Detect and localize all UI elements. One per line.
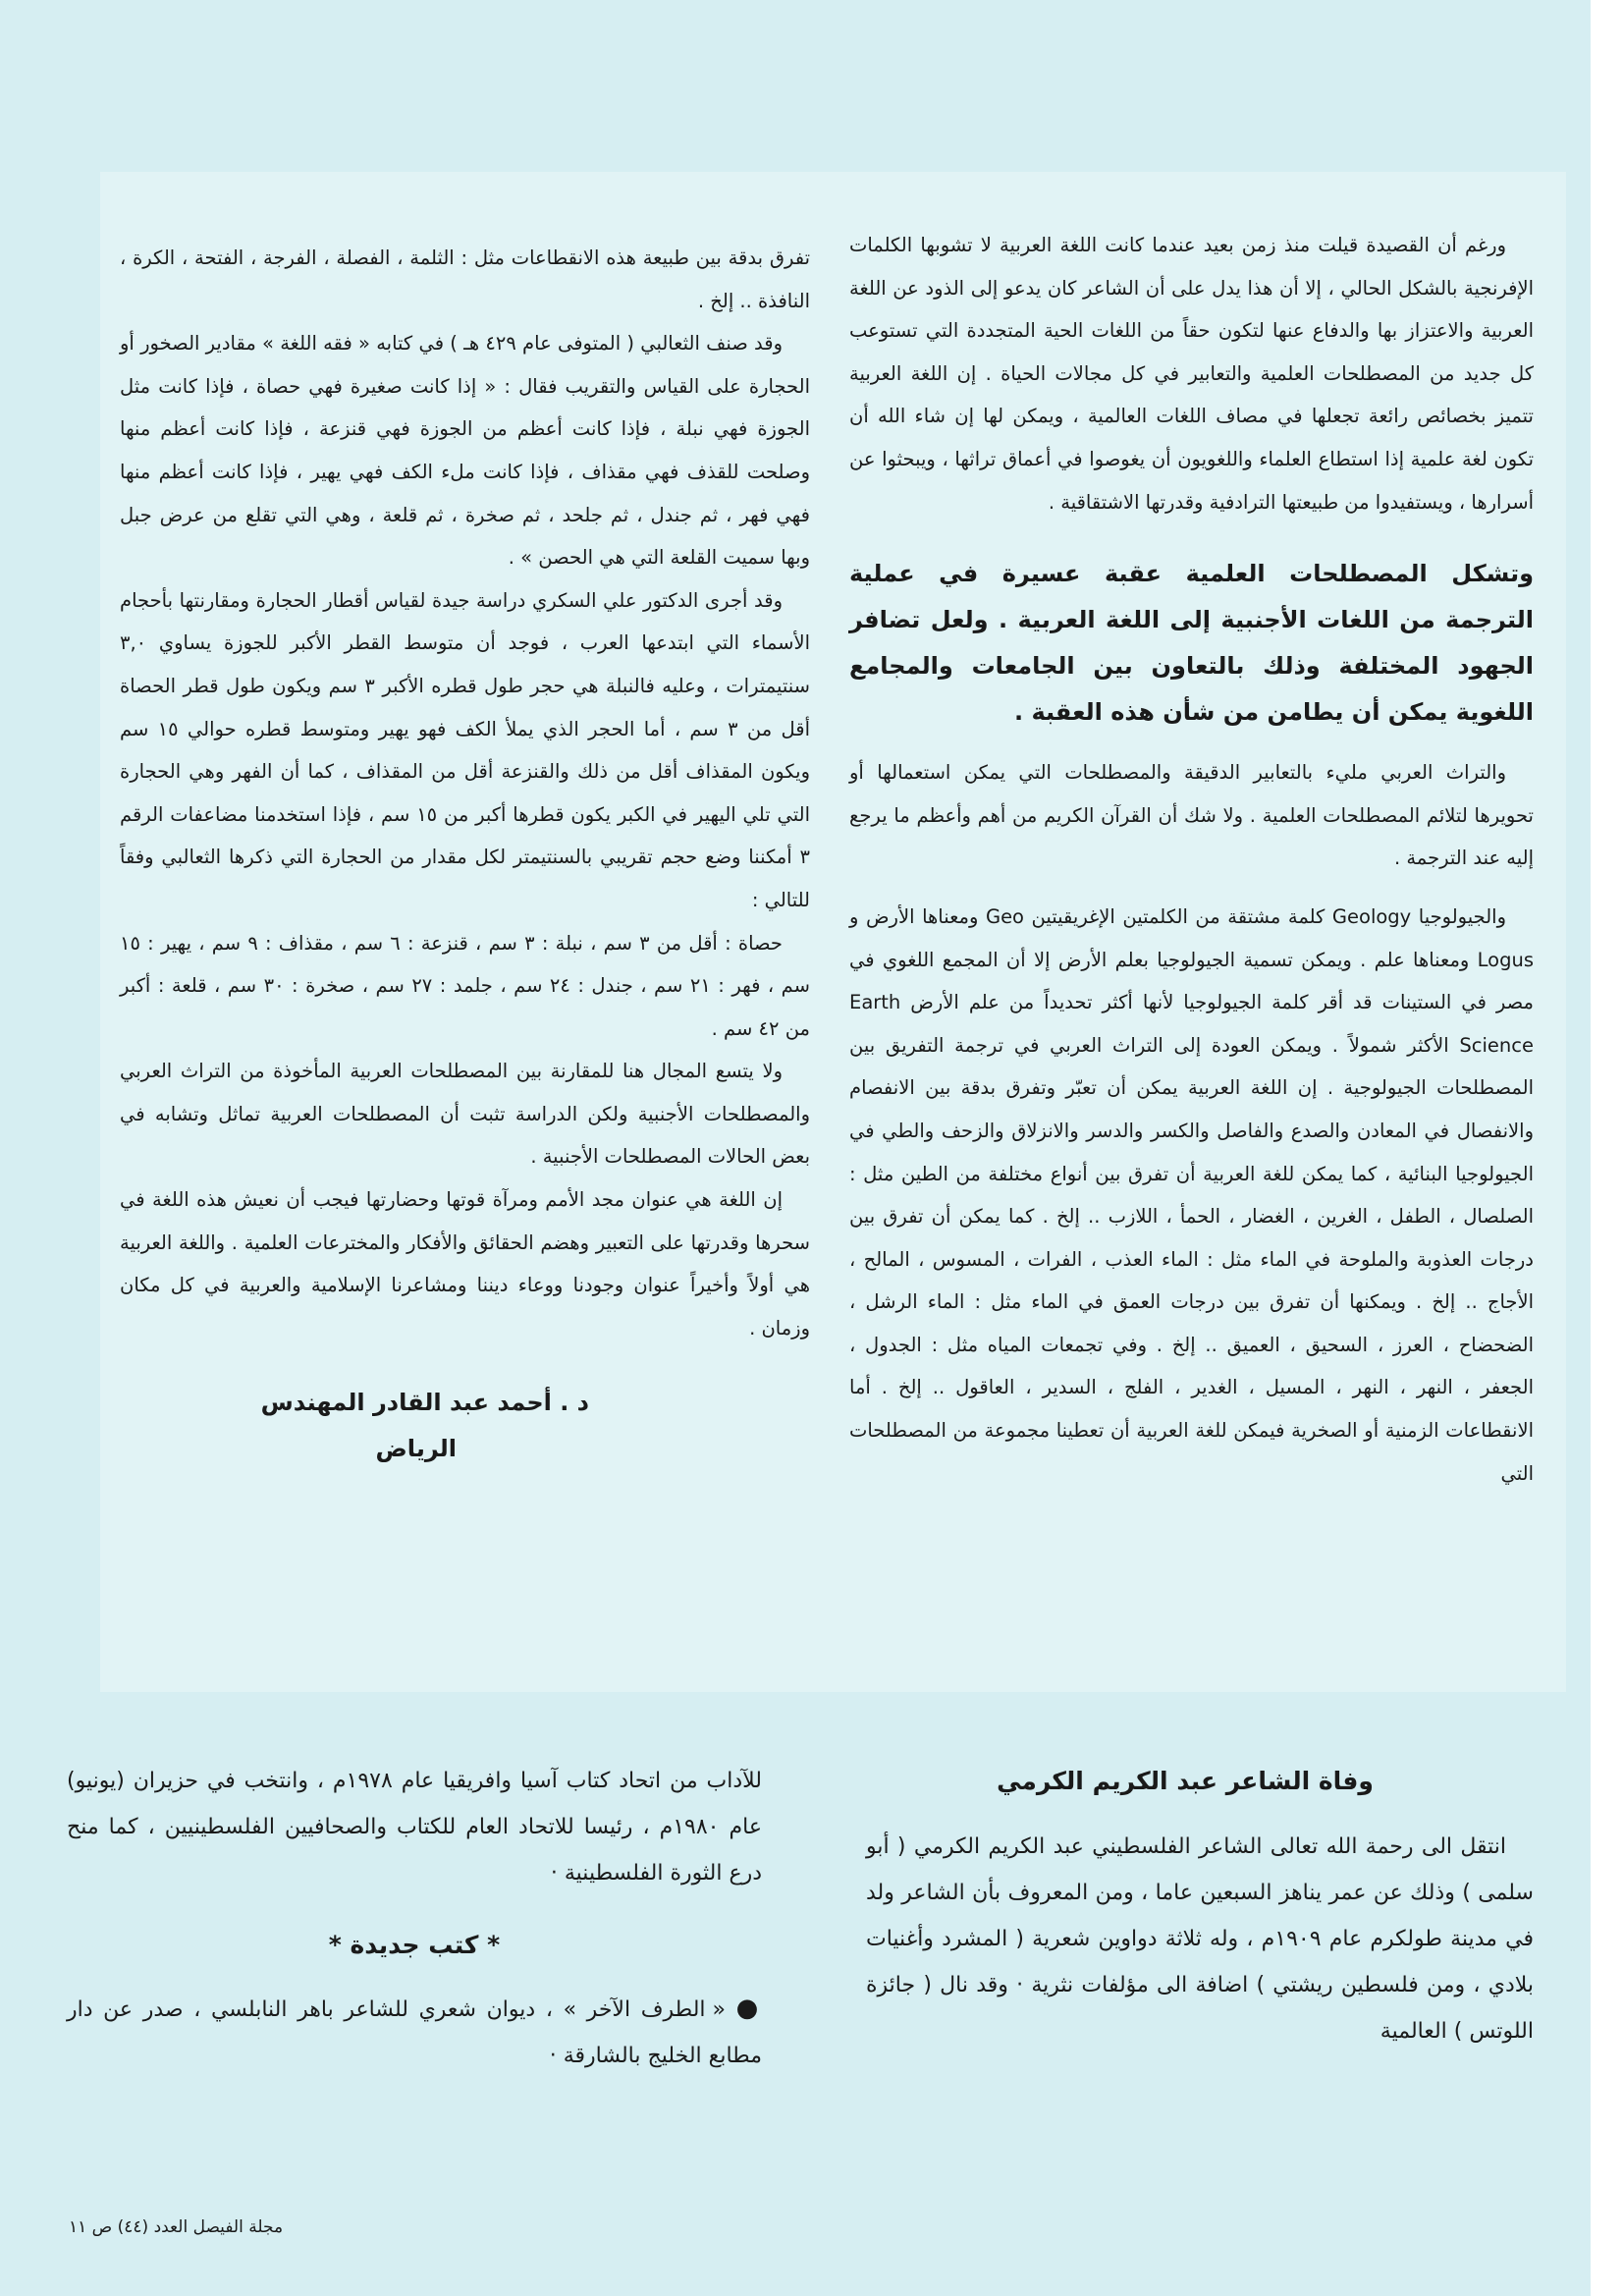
paragraph: ولا يتسع المجال هنا للمقارنة بين المصطلحات العربية المأخوذة من التراث العربي والمصطلحات الأجنبية ولكن الدراسة تثبت أن المصطلحات العربية تماثل وتشابه في بعض الحالات المصطلحات الأجنبية . bbox=[120, 1060, 810, 1169]
book-item-text: « الطرف الآخر » ، ديوان شعري للشاعر باهر النابلسي ، صدر عن دار مطابع الخليج بالشارقة · bbox=[67, 1997, 762, 2068]
author-name: د . أحمد عبد القادر المهندس bbox=[260, 1389, 589, 1416]
highlight-paragraph: وتشكل المصطلحات العلمية عقبة عسيرة في عملية الترجمة من اللغات الأجنبية إلى اللغة العربية . ولعل تضافر الجهود المختلفة وذلك بالتعاون بين الجامعات والمجامع اللغوية يمكن أن يطامن من شأن هذه العقبة . bbox=[849, 560, 1534, 727]
book-item bbox=[67, 1986, 762, 2079]
paragraph: إن اللغة هي عنوان مجد الأمم ومرآة قوتها وحضارتها فيجب أن نعيش هذه اللغة في سحرها وقدرتها على التعبير وهضم الحقائق والأفكار والمخترعات العلمية . واللغة العربية هي أولاً وأخيراً عنوان وجودنا ووعاء ديننا ومشاعرنا الإسلامية والعربية في كل مكان وزمان . bbox=[120, 1188, 810, 1339]
bullet-icon: ● bbox=[735, 1994, 762, 2023]
paragraph: ورغم أن القصيدة قيلت منذ زمن بعيد عندما كانت اللغة العربية لا تشوبها الكلمات الإفرنجية بالشكل الحالي ، إلا أن هذا يدل على أن الشاعر كان يدعو إلى الذود عن اللغة العربية والاعتزاز بها والدفاع عنها لتكون حقاً من اللغات الحية المتجددة التي تستوعب كل جديد من المصطلحات العلمية والتعابير في كل مجالات الحياة . إن اللغة العربية تتميز بخصائص رائعة تجعلها في مصاف اللغات العالمية ، ويمكن لها إن شاء الله أن تكون لغة علمية إذا استطاع العلماء واللغويون أن يغوصوا في أعماق تراثها ، ويبحثوا عن أسرارها ، ويستفيدوا من طبيعتها الترادفية وقدرتها الاشتقاقية . bbox=[849, 234, 1534, 514]
page-footer: مجلة الفيصل العدد (٤٤) ص ١١ bbox=[69, 2217, 284, 2237]
paragraph: والتراث العربي مليء بالتعابير الدقيقة والمصطلحات التي يمكن استعمالها أو تحويرها لتلائم المصطلحات العلمية . ولا شك أن القرآن الكريم من أهم وأعظم ما يرجع إليه عند الترجمة . bbox=[849, 761, 1534, 870]
news-title: وفاة الشاعر عبد الكريم الكرمي bbox=[997, 1767, 1374, 1795]
news-paragraph: للآداب من اتحاد كتاب آسيا وافريقيا عام ١٩٧٨م ، وانتخب في حزيران (يونيو) عام ١٩٨٠م ، رئيسا للاتحاد العام للكتاب والصحافيين الفلسطينيين ، كما منح درع الثورة الفلسطينية · bbox=[67, 1769, 762, 1886]
news-paragraph: انتقل الى رحمة الله تعالى الشاعر الفلسطيني عبد الكريم الكرمي ( أبو سلمى ) وذلك عن عمر يناهز السبعين عاما ، ومن المعروف بأن الشاعر ولد في مدينة طولكرم عام ١٩٠٩م ، وله ثلاثة دواوين شعرية ( المشرد وأغنيات بلادي ، ومن فلسطين ريشتي ) اضافة الى مؤلفات نثرية · وقد نال ( جائزة اللوتس ) العالمية bbox=[866, 1834, 1535, 2044]
paragraph: والجيولوجيا Geology كلمة مشتقة من الكلمتين الإغريقيتين Geo ومعناها الأرض و Logus ومعناها علم . ويمكن تسمية الجيولوجيا بعلم الأرض إلا أن المجمع اللغوي في مصر في الستينات قد أقر كلمة الجيولوجيا لأنها أكثر تحديداً من علم الأرض Earth Science الأكثر شمولاً . ويمكن العودة إلى التراث العربي في ترجمة التفريق بين المصطلحات الجيولوجية . إن اللغة العربية يمكن أن تعبّر وتفرق بدقة بين الانفصام والانفصال في المعادن والصدع والفاصل والكسر والدسر والانزلاق والزحف والطي في الجيولوجيا البنائية ، كما يمكن للغة العربية أن تفرق بين أنواع مختلفة من الطين مثل : الصلصال ، الطفل ، الغرين ، الغضار ، الحمأ ، اللازب .. إلخ . كما يمكن أن تفرق بين درجات العذوبة والملوحة في الماء مثل : الماء العذب ، الفرات ، المسوس ، المالح ، الأجاج .. إلخ . ويمكنها أن تفرق بين درجات العمق في الماء مثل : الماء الرشل ، الضحضاح ، العرز ، السحيق ، العميق .. إلخ . وفي تجمعات المياه مثل : الجدول ، الجعفر ، النهر ، النهر ، المسيل ، الغدير ، الفلج ، السدير ، العاقول .. إلخ . أما الانقطاعات الزمنية أو الصخرية فيمكن للغة العربية أن تعطينا مجموعة من المصطلحات التي bbox=[849, 904, 1534, 1485]
paragraph: وقد صنف الثعالبي ( المتوفى عام ٤٢٩ هـ ) في كتابه « فقه اللغة » مقادير الصخور أو الحجارة على القياس والتقريب فقال : « إذا كانت صغيرة فهي حصاة ، فإذا كانت مثل الجوزة فهي نبلة ، فإذا كانت أعظم من الجوزة فهي قنزعة ، فإذا كانت أعظم منها وصلحت للقذف فهي مقذاف ، فإذا كانت ملء الكف فهي يهير ، فإذا كانت أعظم منها فهي فهر ، ثم جندل ، ثم جلحد ، ثم صخرة ، ثم قلعة ، وهي التي تقلع من عرض جبل وبها سميت القلعة التي هي الحصن » . bbox=[120, 332, 810, 570]
news-right-column bbox=[866, 1758, 1534, 2054]
books-heading: * كتب جديدة * bbox=[328, 1931, 501, 1959]
author-signature bbox=[120, 1380, 810, 1472]
paragraph: تفرق بدقة بين طبيعة هذه الانقطاعات مثل : الثلمة ، الفصلة ، الفرجة ، الفتحة ، الكرة ، النافذة .. إلخ . bbox=[120, 246, 810, 312]
author-city: الرياض bbox=[375, 1435, 457, 1462]
article-right-column bbox=[849, 224, 1534, 1495]
news-left-column bbox=[67, 1758, 762, 2079]
article-left-column bbox=[120, 237, 810, 1349]
paragraph: وقد أجرى الدكتور علي السكري دراسة جيدة لقياس أقطار الحجارة ومقارنتها بأحجام الأسماء التي ابتدعها العرب ، فوجد أن متوسط القطر الأكبر للجوزة يساوي ٣,٠ سنتيمترات ، وعليه فالنبلة هي حجر طول قطره الأكبر ٣ سم ويكون طول قطر الحصاة أقل من ٣ سم ، أما الحجر الذي يملأ الكف فهو يهير ومتوسط قطره حوالي ١٥ سم ويكون المقذاف أقل من ذلك والقنزعة أقل من المقذاف ، كما أن الفهر وهي الحجارة التي تلي اليهير في الكبر يكون قطرها أكبر من ١٥ سم ، فإذا استخدمنا مضاعفات الرقم ٣ أمكننا وضع حجم تقريبي بالسنتيمتر لكل مقدار من الحجارة التي ذكرها الثعالبي وفقاً للتالي : bbox=[120, 588, 811, 911]
paragraph: حصاة : أقل من ٣ سم ، نبلة : ٣ سم ، قنزعة : ٦ سم ، مقذاف : ٩ سم ، يهير : ١٥ سم ، فهر : ٢١ سم ، جندل : ٢٤ سم ، جلمد : ٢٧ سم ، صخرة : ٣٠ سم ، قلعة : أكبر من ٤٢ سم . bbox=[120, 931, 811, 1040]
